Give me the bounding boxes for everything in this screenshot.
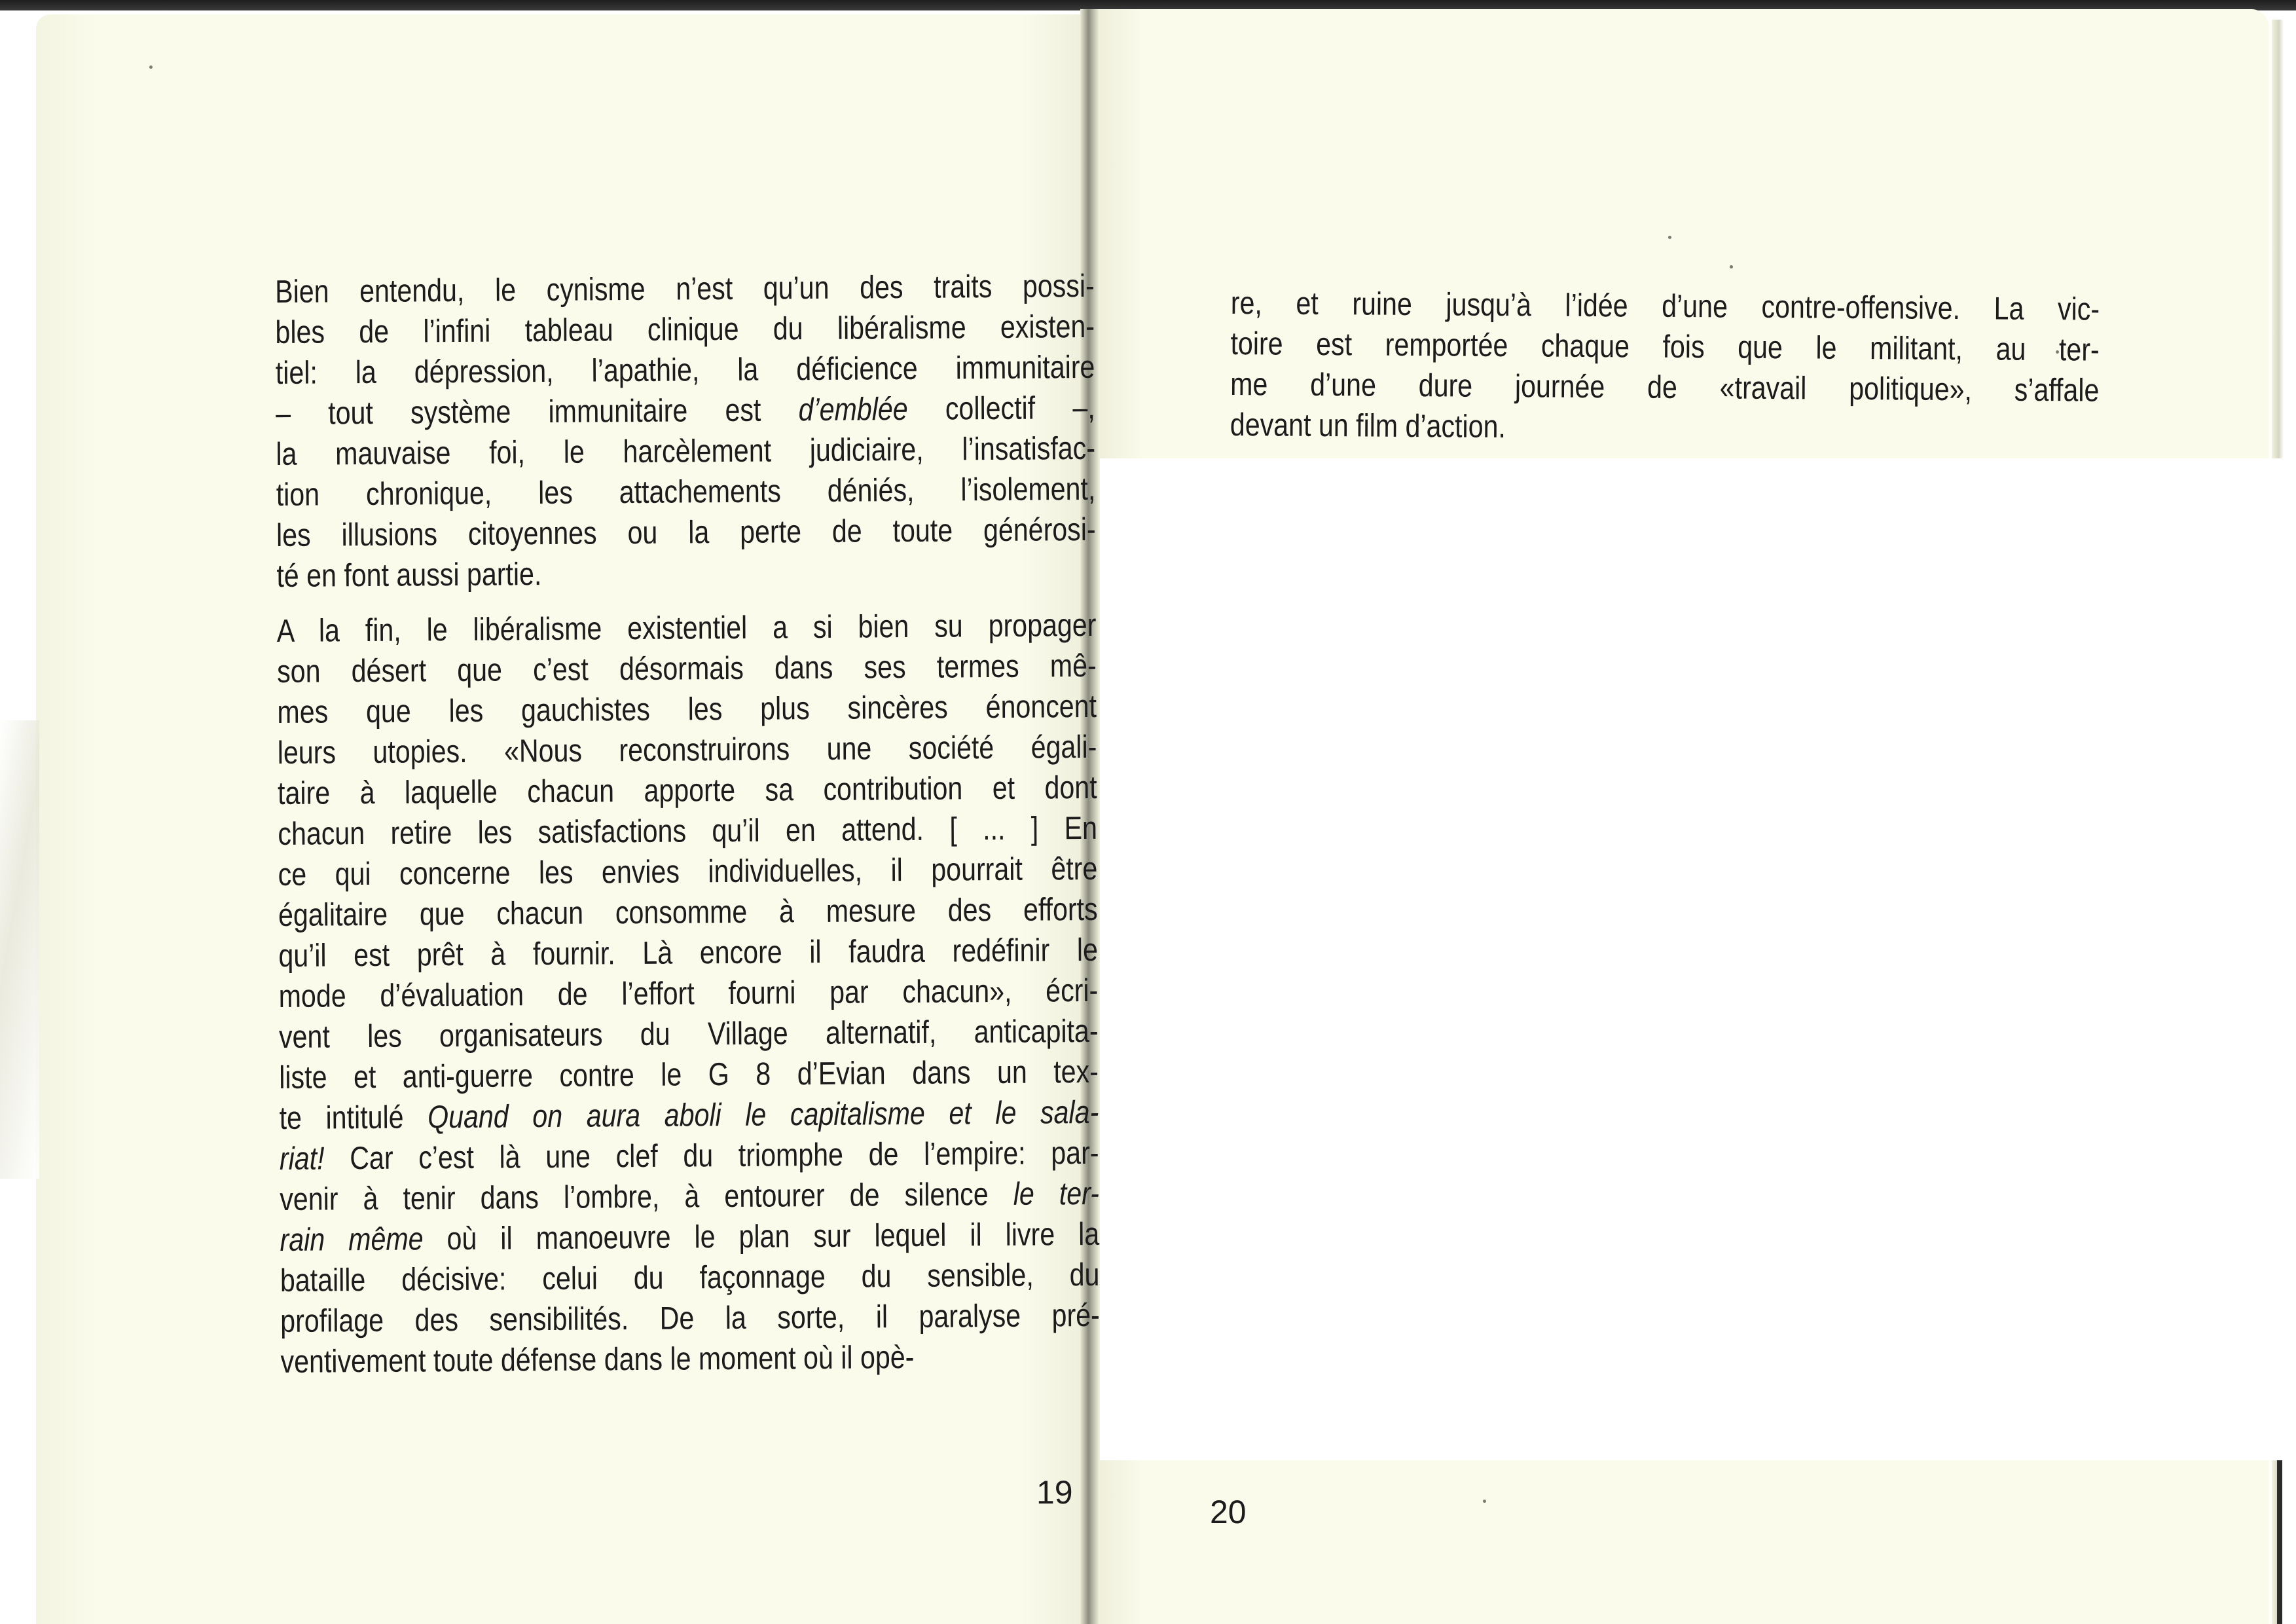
text-segment: profilage des sensibilités. De la sorte, il paralyse pré- xyxy=(280,1297,1100,1339)
text-line xyxy=(279,1052,1099,1098)
text-line xyxy=(280,1133,1099,1179)
text-segment: son désert que c’est désormais dans ses termes mê- xyxy=(276,648,1097,690)
text-segment: liste et anti-guerre contre le G 8 d’Evian dans un tex- xyxy=(279,1054,1099,1096)
text-segment: Car c’est là une clef du triomphe de l’empire: par- xyxy=(324,1135,1099,1177)
italic-text: le ter- xyxy=(1013,1175,1099,1212)
text-line xyxy=(280,1214,1099,1261)
text-line xyxy=(278,767,1097,814)
text-line xyxy=(279,1092,1099,1139)
text-line xyxy=(279,970,1099,1017)
text-segment: leurs utopies. «Nous reconstruirons une société égali- xyxy=(277,729,1097,771)
text-segment: A la fin, le libéralisme existentiel a si bien su propager xyxy=(276,607,1097,649)
text-line xyxy=(280,1173,1099,1220)
text-segment: la mauvaise foi, le harcèlement judiciaire, l’insatisfac- xyxy=(276,430,1096,472)
text-segment: chacun retire les satisfactions qu’il en attend. [ ... ] En xyxy=(278,810,1098,852)
text-line xyxy=(280,1336,1100,1382)
paragraph xyxy=(275,266,1096,597)
text-segment: collectif –, xyxy=(907,390,1095,427)
text-line xyxy=(278,889,1098,936)
text-segment: devant un film d’action. xyxy=(1230,407,1506,445)
text-line xyxy=(276,509,1096,556)
dust-speck xyxy=(149,65,153,69)
text-segment: tiel: la dépression, l’apathie, la déficience immunitaire xyxy=(275,349,1095,391)
dust-speck xyxy=(1730,265,1733,268)
text-segment: Bien entendu, le cynisme n’est qu’un des traits possi- xyxy=(275,268,1095,310)
text-line xyxy=(278,849,1098,895)
text-line xyxy=(275,266,1095,312)
text-segment: les illusions citoyennes ou la perte de toute générosi- xyxy=(276,511,1096,553)
text-line xyxy=(277,646,1097,692)
text-line xyxy=(276,469,1096,515)
text-line xyxy=(280,1295,1100,1342)
page-number-left: 19 xyxy=(1036,1474,1073,1511)
text-line xyxy=(276,550,1096,597)
text-segment: re, et ruine jusqu’à l’idée d’une contre-offensive. La vic- xyxy=(1230,285,2100,327)
blank-area xyxy=(1100,458,2296,1460)
text-line xyxy=(1230,405,2099,452)
text-segment: qu’il est prêt à fournir. Là encore il faudra redéfinir le xyxy=(278,932,1099,974)
text-line xyxy=(277,686,1097,733)
text-line xyxy=(1230,364,2099,411)
text-line xyxy=(275,306,1095,353)
dust-speck xyxy=(1483,1500,1486,1503)
text-line xyxy=(276,388,1095,434)
text-segment: té en font aussi partie. xyxy=(276,557,542,594)
italic-text: Quand on aura aboli le capitalisme et le sala- xyxy=(428,1094,1099,1135)
text-segment: vent les organisateurs du Village alternatif, anticapita- xyxy=(278,1013,1099,1055)
text-segment: toire est remportée chaque fois que le militant, au ter- xyxy=(1230,325,2100,368)
text-segment: mode d’évaluation de l’effort fourni par chacun», écri- xyxy=(278,972,1099,1014)
text-segment: venir à tenir dans l’ombre, à entourer de silence xyxy=(280,1176,1013,1217)
text-line xyxy=(1230,323,2099,371)
text-segment: tion chronique, les attachements déniés, l’isolement, xyxy=(276,471,1096,513)
text-segment: bataille décisive: celui du façonnage du sensible, du xyxy=(280,1257,1100,1299)
text-line xyxy=(279,1011,1099,1058)
text-segment: ce qui concerne les envies individuelles, il pourrait être xyxy=(278,851,1098,893)
text-segment: me d’une dure journée de «travail politique», s’affale xyxy=(1230,366,2100,409)
right-page-text xyxy=(1230,283,2100,452)
page-number-right: 20 xyxy=(1210,1494,1247,1530)
italic-text: d’emblée xyxy=(798,391,908,428)
text-line xyxy=(280,1255,1100,1301)
text-segment: bles de l’infini tableau clinique du libéralisme existen- xyxy=(275,308,1095,350)
text-segment: – tout système immunitaire est xyxy=(275,392,799,432)
text-line xyxy=(277,605,1097,652)
dust-speck xyxy=(1668,236,1671,239)
text-line xyxy=(278,727,1097,773)
text-line xyxy=(1231,283,2100,330)
text-line xyxy=(276,428,1095,475)
text-segment: où il manoeuvre le plan sur lequel il livre la xyxy=(423,1216,1100,1257)
italic-text: rain même xyxy=(280,1221,424,1258)
text-line xyxy=(276,347,1095,394)
text-segment: égalitaire que chacun consomme à mesure des efforts xyxy=(278,891,1098,933)
text-line xyxy=(278,808,1097,855)
text-line xyxy=(278,930,1098,976)
text-segment: te intitulé xyxy=(279,1099,428,1136)
text-segment: mes que les gauchistes les plus sincères énoncent xyxy=(277,688,1097,730)
text-segment: taire à laquelle chacun apporte sa contribution et dont xyxy=(277,769,1097,811)
page-edge-shadow xyxy=(2277,1460,2282,1624)
text-segment: ventivement toute défense dans le moment où il opè- xyxy=(280,1339,915,1380)
italic-text: riat! xyxy=(279,1141,325,1177)
paragraph xyxy=(1230,283,2100,452)
page-curl xyxy=(0,720,39,1179)
left-page-text xyxy=(275,266,1100,1382)
paragraph xyxy=(277,605,1101,1382)
